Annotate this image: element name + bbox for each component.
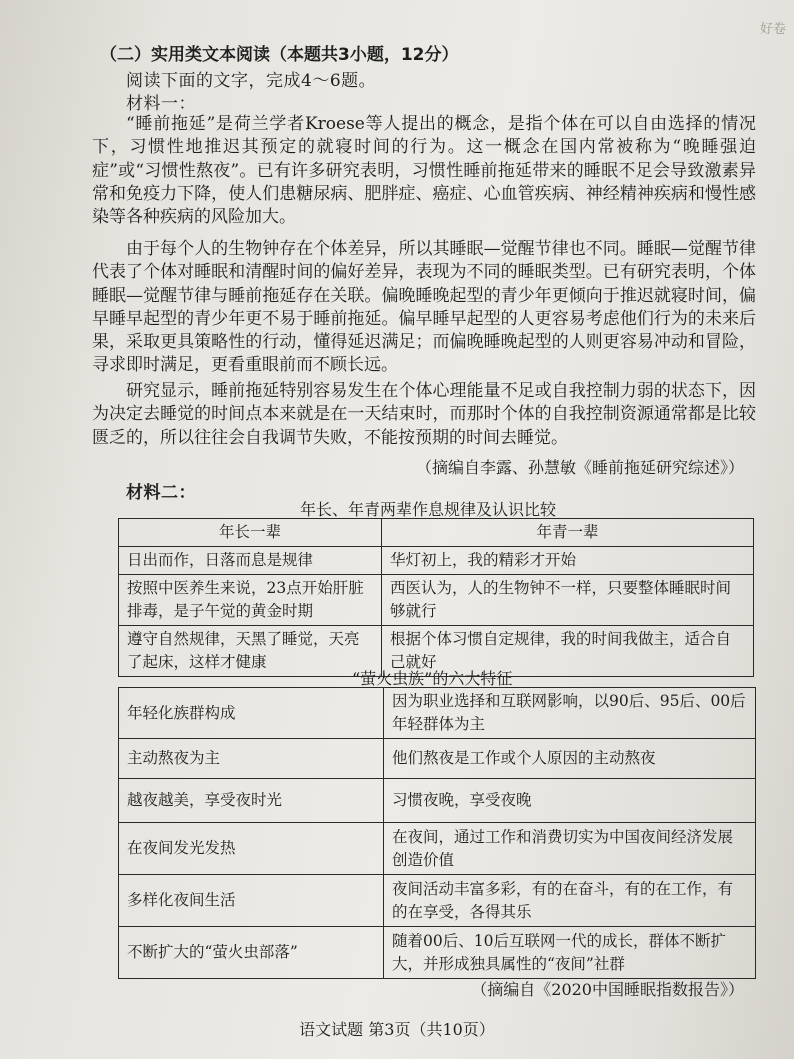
table-row [119,823,756,875]
table-cell: 按照中医养生来说，23点开始肝脏排毒，是子午觉的黄金时期 [119,575,382,626]
page-footer: 语文试题 第3页（共10页） [299,1020,495,1039]
material1-source: （摘编自李露、孙慧敏《睡前拖延研究综述》） [415,458,744,477]
table-cell: 根据个体习惯自定规律，我的时间我做主，适合自己就好 [382,626,754,677]
material1-paragraph: 研究显示，睡前拖延特别容易发生在个体心理能量不足或自我控制力弱的状态下，因为决定去睡觉的时间点本来就是在一天结束时，而那时个体的自我控制资源通常都是比较匮乏的，所以往往会自我调节失败，不能按预期的时间去睡觉。 [92,381,756,448]
table-cell: 遵守自然规律，天黑了睡觉，天亮了起床，这样才健康 [119,626,382,677]
table-row [119,779,756,823]
table-cell: 在夜间发光发热 [119,823,384,875]
table-cell: 在夜间，通过工作和消费切实为中国夜间经济发展创造价值 [384,823,756,875]
material1-paragraph: “睡前拖延”是荷兰学者Kroese等人提出的概念，是指个体在可以自由选择的情况下，习惯性地推迟其预定的就寝时间的行为。这一概念在国内常被称为“晚睡强迫症”或“习惯性熬夜”。已有许多研究表明，习惯性睡前拖延带来的睡眠不足会导致激素异常和免疫力下降，使人们患糖尿病、肥胖症、癌症、心血管疾病、神经精神疾病和慢性感染等各种疾病的风险加大。 [92,114,756,228]
table-header-row [119,519,754,547]
table-cell: 不断扩大的“萤火虫部落” [119,927,384,979]
table-cell: 因为职业选择和互联网影响，以90后、95后、00后年轻群体为主 [384,688,756,739]
table-cell: 华灯初上，我的精彩才开始 [382,547,754,575]
table-cell: 习惯夜晚，享受夜晚 [384,779,756,823]
table-row [119,927,756,979]
section-title: （二）实用类文本阅读（本题共3小题，12分） [100,45,459,65]
corner-mark: 好卷 [759,22,786,37]
instruction: 阅读下面的文字，完成4～6题。 [126,71,377,91]
table-row [119,739,756,779]
comparison-table [118,518,754,677]
table-header-cell: 年长一辈 [119,519,382,547]
table-cell: 西医认为，人的生物钟不一样，只要整体睡眠时间够就行 [382,575,754,626]
table1-caption: 年长、年青两辈作息规律及认识比较 [300,500,557,519]
table-row [119,575,754,626]
table-cell: 他们熬夜是工作或个人原因的主动熬夜 [384,739,756,779]
material2-source: （摘编自《2020中国睡眠指数报告》） [471,980,744,999]
table-cell: 年轻化族群构成 [119,688,384,739]
table-cell: 随着00后、10后互联网一代的成长，群体不断扩大，并形成独具属性的“夜间”社群 [384,927,756,979]
table-row [119,688,756,739]
material1-label: 材料一： [126,94,196,114]
table-cell: 主动熬夜为主 [119,739,384,779]
features-table [118,687,756,979]
table-row [119,547,754,575]
table-cell: 夜间活动丰富多彩，有的在奋斗，有的在工作，有的在享受，各得其乐 [384,875,756,927]
material1-paragraph: 由于每个人的生物钟存在个体差异，所以其睡眠—觉醒节律也不同。睡眠—觉醒节律代表了个体对睡眠和清醒时间的偏好差异，表现为不同的睡眠类型。已有研究表明，个体睡眠—觉醒节律与睡前拖延存在关联。偏晚睡晚起型的青少年更倾向于推迟就寝时间，偏早睡早起型的青少年更不易于睡前拖延。偏早睡早起型的人更容易考虑他们行为的未来后果，采取更具策略性的行动，懂得延迟满足；而偏晚睡晚起型的人则更容易冲动和冒险，寻求即时满足，更看重眼前而不顾长远。 [92,239,756,376]
material2-label: 材料二： [126,483,196,503]
table-cell: 日出而作，日落而息是规律 [119,547,382,575]
table-row [119,875,756,927]
table-header-cell: 年青一辈 [382,519,754,547]
table-cell: 越夜越美，享受夜时光 [119,779,384,823]
table2-caption: “萤火虫族”的六大特征 [352,669,513,688]
table-cell: 多样化夜间生活 [119,875,384,927]
